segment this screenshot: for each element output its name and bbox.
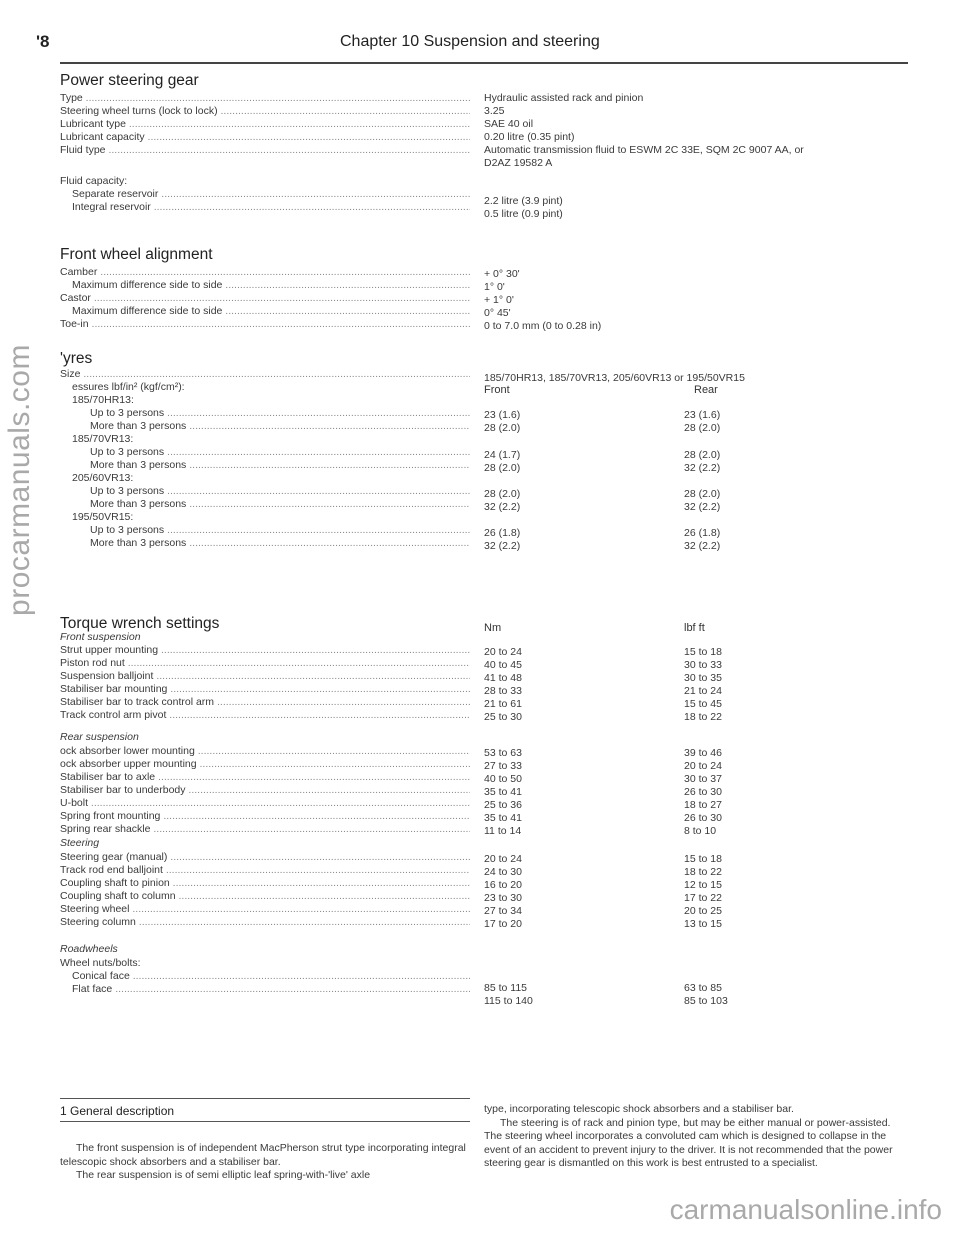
torque-nm-value: 23 to 30 xyxy=(484,892,522,904)
torque-nm-value: 85 to 115 xyxy=(484,982,528,994)
torque-nm-value: 27 to 34 xyxy=(484,905,522,917)
torque-nm-value: 25 to 36 xyxy=(484,799,522,811)
paragraph: The front suspension is of independent MacPherson strut type incorporating integral telescopic shock absorbers and a stabiliser bar. xyxy=(60,1142,466,1168)
torque-nm-value: 20 to 24 xyxy=(484,853,522,865)
torque-group-heading: Steering xyxy=(60,837,100,849)
torque-row-label: Track control arm pivot ..... xyxy=(60,709,470,721)
spec-label: Size ..... xyxy=(60,368,470,380)
tyre-row-label: More than 3 persons ..... xyxy=(90,420,470,432)
spec-value: 1° 0' xyxy=(484,281,505,293)
paragraph: The steering is of rack and pinion type, but may be either manual or power-assisted. The steering wheel incorporates a convoluted cam which is designed to collapse in the event of an accident to prevent injury to the driver. It is not recommended that the power steering gear is dismantled on this work is best entrusted to a specialist. xyxy=(484,1116,893,1169)
torque-nm-value: 35 to 41 xyxy=(484,786,522,798)
torque-row-label: Coupling shaft to pinion ..... xyxy=(60,877,470,889)
torque-row-label: Steering wheel ..... xyxy=(60,903,470,915)
tyre-row-label: Up to 3 persons ..... xyxy=(90,485,470,497)
torque-row-label: Stabiliser bar to underbody ..... xyxy=(60,784,470,796)
column-head-nm: Nm xyxy=(484,622,502,634)
page-header xyxy=(0,32,960,66)
torque-lbf-value: 20 to 24 xyxy=(684,760,722,772)
torque-lbf-value: 30 to 33 xyxy=(684,659,722,671)
tyre-rear-value: 26 (1.8) xyxy=(684,527,721,539)
torque-row-label: Spring rear shackle ..... xyxy=(60,823,470,835)
column-head-front: Front xyxy=(484,384,510,396)
torque-lbf-value: 30 to 35 xyxy=(684,672,722,684)
footer-watermark: carmanualsonline.info xyxy=(669,1194,942,1225)
torque-row-label: Suspension balljoint ..... xyxy=(60,670,470,682)
section-title-general: 1 General description xyxy=(60,1104,175,1118)
torque-row-label: Stabiliser bar mounting ..... xyxy=(60,683,470,695)
spec-label: essures lbf/in² (kgf/cm²): xyxy=(72,381,185,393)
tyre-front-value: 32 (2.2) xyxy=(484,540,521,552)
torque-group-heading: Roadwheels xyxy=(60,943,118,955)
tyre-rear-value: 28 (2.0) xyxy=(684,488,721,500)
tyre-size-group: 195/50VR15: xyxy=(72,511,134,523)
tyre-rear-value: 23 (1.6) xyxy=(684,409,721,421)
torque-nm-value: 21 to 61 xyxy=(484,698,522,710)
torque-lbf-value: 26 to 30 xyxy=(684,812,722,824)
torque-lbf-value: 85 to 103 xyxy=(684,995,728,1007)
column-head-lbf: lbf ft xyxy=(684,622,705,634)
torque-lbf-value: 17 to 22 xyxy=(684,892,722,904)
tyre-size-group: 205/60VR13: xyxy=(72,472,134,484)
header-rule xyxy=(60,62,908,64)
torque-row-label: Steering column ..... xyxy=(60,916,470,928)
spec-label: Fluid capacity: xyxy=(60,175,128,187)
spec-label: Lubricant type ..... xyxy=(60,118,470,130)
section-title-alignment: Front wheel alignment xyxy=(60,246,213,263)
torque-lbf-value: 39 to 46 xyxy=(684,747,722,759)
spec-label: Castor ..... xyxy=(60,292,470,304)
tyre-rear-value: 32 (2.2) xyxy=(684,462,721,474)
spec-value: 0.5 litre (0.9 pint) xyxy=(484,208,563,220)
torque-lbf-value: 15 to 18 xyxy=(684,853,722,865)
torque-row-label: U-bolt ..... xyxy=(60,797,470,809)
torque-nm-value: 25 to 30 xyxy=(484,711,522,723)
torque-nm-value: 35 to 41 xyxy=(484,812,522,824)
torque-lbf-value: 18 to 22 xyxy=(684,866,722,878)
torque-row-label: Coupling shaft to column ..... xyxy=(60,890,470,902)
tyre-row-label: More than 3 persons ..... xyxy=(90,498,470,510)
tyre-rear-value: 28 (2.0) xyxy=(684,422,721,434)
torque-nm-value: 17 to 20 xyxy=(484,918,522,930)
torque-lbf-value: 18 to 27 xyxy=(684,799,722,811)
tyre-row-label: Up to 3 persons ..... xyxy=(90,407,470,419)
torque-row-label: Strut upper mounting ..... xyxy=(60,644,470,656)
general-left-column xyxy=(60,1142,470,1183)
tyre-row-label: More than 3 persons ..... xyxy=(90,537,470,549)
side-watermark xyxy=(2,240,38,720)
torque-lbf-value: 21 to 24 xyxy=(684,685,722,697)
torque-nm-value: 11 to 14 xyxy=(484,825,522,837)
tyre-row-label: More than 3 persons ..... xyxy=(90,459,470,471)
torque-nm-value: 24 to 30 xyxy=(484,866,522,878)
spec-label: Toe-in ..... xyxy=(60,318,470,330)
tyre-front-value: 28 (2.0) xyxy=(484,488,521,500)
torque-group-heading: Front suspension xyxy=(60,631,141,643)
torque-nm-value: 53 to 63 xyxy=(484,747,522,759)
torque-row-label: Conical face ..... xyxy=(72,970,470,982)
torque-row-label: Spring front mounting ..... xyxy=(60,810,470,822)
tyre-row-label: Up to 3 persons ..... xyxy=(90,446,470,458)
section-title-tyres: 'yres xyxy=(60,350,93,367)
spec-value: 0.20 litre (0.35 pint) xyxy=(484,131,575,143)
torque-lbf-value: 18 to 22 xyxy=(684,711,722,723)
torque-group-heading: Rear suspension xyxy=(60,731,139,743)
spec-label: Type ..... xyxy=(60,92,470,104)
paragraph: type, incorporating telescopic shock absorbers and a stabiliser bar. xyxy=(484,1103,794,1115)
tyre-front-value: 28 (2.0) xyxy=(484,422,521,434)
tyre-front-value: 32 (2.2) xyxy=(484,501,521,513)
page-number: '8 xyxy=(36,32,50,51)
spec-value: Hydraulic assisted rack and pinion xyxy=(484,92,644,104)
torque-lbf-value: 63 to 85 xyxy=(684,982,722,994)
spec-value: 0° 45' xyxy=(484,307,511,319)
section-rule-bottom xyxy=(60,1121,470,1122)
section-title-torque: Torque wrench settings xyxy=(60,615,220,632)
tyre-front-value: 28 (2.0) xyxy=(484,462,521,474)
spec-label: Maximum difference side to side ..... xyxy=(72,305,470,317)
spec-value: 185/70HR13, 185/70VR13, 205/60VR13 or 195/50VR15 xyxy=(484,372,745,384)
section-rule-top xyxy=(60,1098,470,1099)
spec-value: D2AZ 19582 A xyxy=(484,157,553,169)
tyre-rear-value: 32 (2.2) xyxy=(684,540,721,552)
torque-row-label: Stabiliser bar to track control arm ..... xyxy=(60,696,470,708)
spec-value: Automatic transmission fluid to ESWM 2C 33E, SQM 2C 9007 AA, or xyxy=(484,144,804,156)
torque-nm-value: 40 to 50 xyxy=(484,773,522,785)
column-head-rear: Rear xyxy=(694,384,718,396)
torque-row-label: Stabiliser bar to axle ..... xyxy=(60,771,470,783)
spec-value: 3.25 xyxy=(484,105,505,117)
tyre-rear-value: 32 (2.2) xyxy=(684,501,721,513)
torque-lbf-value: 20 to 25 xyxy=(684,905,722,917)
chapter-title: Chapter 10 Suspension and steering xyxy=(340,33,600,50)
spec-label: Separate reservoir ..... xyxy=(72,188,470,200)
torque-lbf-value: 13 to 15 xyxy=(684,918,722,930)
torque-row-label: Track rod end balljoint ..... xyxy=(60,864,470,876)
torque-lbf-value: 8 to 10 xyxy=(684,825,717,837)
spec-label: Lubricant capacity ..... xyxy=(60,131,470,143)
torque-lbf-value: 15 to 18 xyxy=(684,646,722,658)
spec-label: Fluid type ..... xyxy=(60,144,470,156)
section-title-power-steering: Power steering gear xyxy=(60,72,199,89)
torque-nm-value: 115 to 140 xyxy=(484,995,533,1007)
torque-row-label: Piston rod nut ..... xyxy=(60,657,470,669)
torque-row-label: ock absorber lower mounting ..... xyxy=(60,745,470,757)
paragraph: The rear suspension is of semi elliptic leaf spring-with-'live' axle xyxy=(76,1169,371,1181)
torque-nm-value: 40 to 45 xyxy=(484,659,522,671)
tyre-front-value: 23 (1.6) xyxy=(484,409,521,421)
torque-nm-value: 20 to 24 xyxy=(484,646,522,658)
spec-value: SAE 40 oil xyxy=(484,118,534,130)
spec-label: Integral reservoir ..... xyxy=(72,201,470,213)
tyre-row-label: Up to 3 persons ..... xyxy=(90,524,470,536)
torque-lbf-value: 12 to 15 xyxy=(684,879,722,891)
spec-value: + 0° 30' xyxy=(484,268,520,280)
torque-nm-value: 41 to 48 xyxy=(484,672,522,684)
torque-row-label: Flat face ..... xyxy=(72,983,470,995)
spec-label: Camber ..... xyxy=(60,266,470,278)
torque-nm-value: 16 to 20 xyxy=(484,879,522,891)
tyre-rear-value: 28 (2.0) xyxy=(684,449,721,461)
torque-row-label: Steering gear (manual) ..... xyxy=(60,851,470,863)
torque-subheading: Wheel nuts/bolts: xyxy=(60,957,141,969)
torque-row-label: ock absorber upper mounting ..... xyxy=(60,758,470,770)
torque-lbf-value: 30 to 37 xyxy=(684,773,722,785)
tyre-front-value: 24 (1.7) xyxy=(484,449,521,461)
tyre-size-group: 185/70HR13: xyxy=(72,394,134,406)
spec-label: Maximum difference side to side ..... xyxy=(72,279,470,291)
spec-value: 2.2 litre (3.9 pint) xyxy=(484,195,563,207)
general-right-column xyxy=(484,1103,909,1171)
torque-nm-value: 27 to 33 xyxy=(484,760,522,772)
torque-lbf-value: 26 to 30 xyxy=(684,786,722,798)
spec-label: Steering wheel turns (lock to lock) ..... xyxy=(60,105,470,117)
torque-nm-value: 28 to 33 xyxy=(484,685,522,697)
torque-lbf-value: 15 to 45 xyxy=(684,698,722,710)
spec-value: 0 to 7.0 mm (0 to 0.28 in) xyxy=(484,320,602,332)
side-watermark-text: procarmanuals.com xyxy=(3,344,36,616)
tyre-size-group: 185/70VR13: xyxy=(72,433,134,445)
tyre-front-value: 26 (1.8) xyxy=(484,527,521,539)
spec-value: + 1° 0' xyxy=(484,294,514,306)
